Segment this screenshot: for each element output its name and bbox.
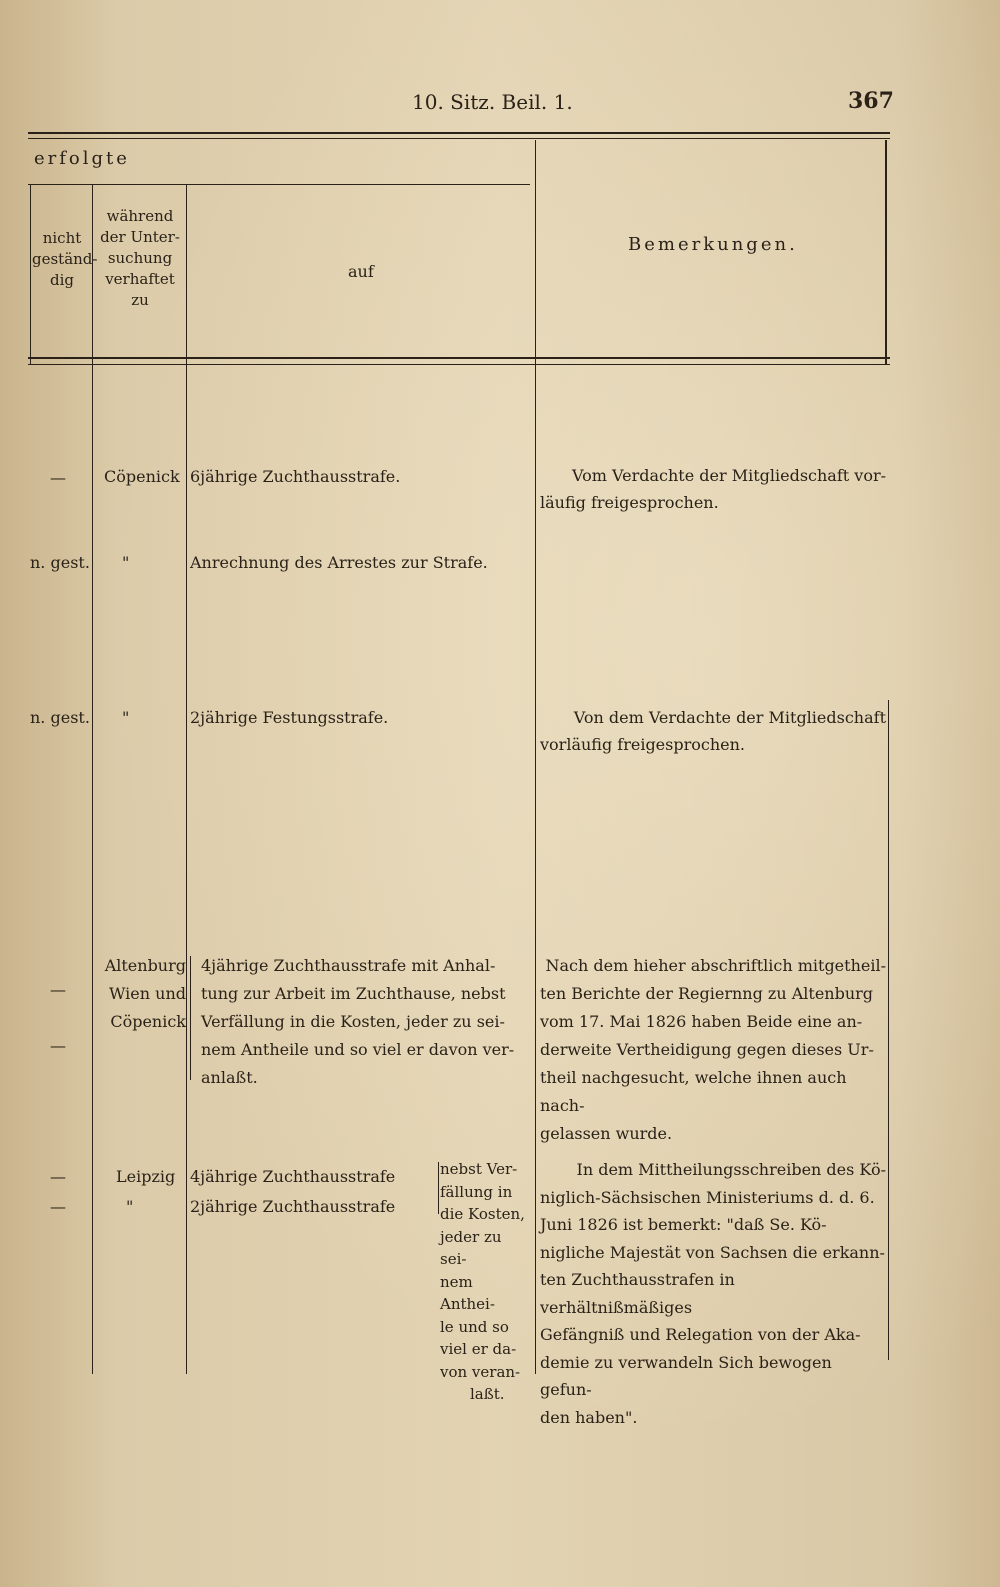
row1-detained: Cöpenick bbox=[104, 467, 180, 486]
column-rule-1 bbox=[92, 184, 93, 1374]
row4-remarks: Nach dem hieher abschriftlich mitgetheil- ten Berichte der Regiernng zu Altenburg vom 17. Mai 1826 haben Beide eine an- derweite Vertheidigung gegen dieses Ur- theil nachgesucht, welche ihnen auch nach- gelassen wurde. bbox=[540, 956, 886, 1143]
column-rule-right bbox=[885, 140, 887, 364]
header-not-confessed: nicht geständ- dig bbox=[32, 229, 98, 289]
row4-brace bbox=[190, 956, 197, 1080]
column-rule-right-body bbox=[888, 700, 889, 1360]
header-remarks: Bemerkungen. bbox=[628, 234, 798, 255]
row1-remarks: Vom Verdachte der Mitgliedschaft vor- läufig freigesprochen. bbox=[540, 466, 886, 512]
column-rule-3 bbox=[535, 140, 536, 1374]
top-rule bbox=[28, 132, 890, 134]
row4-detained: Altenburg Wien und Cöpenick bbox=[104, 956, 186, 1031]
header-bottom-rule-inner bbox=[28, 364, 890, 365]
row3-remarks: Von dem Verdachte der Mitgliedschaft vorläufig freigesprochen. bbox=[540, 708, 886, 754]
row1-sentence: 6jährige Zuchthausstrafe. bbox=[190, 467, 401, 486]
row3-not-confessed: n. gest. bbox=[30, 708, 90, 727]
page-number: 367 bbox=[848, 88, 894, 114]
running-title: 10. Sitz. Beil. 1. bbox=[412, 90, 573, 114]
row5-remarks: In dem Mittheilungsschreiben des Kö- niglich-Sächsischen Ministeriums d. d. 6. Juni 1826 ist bemerkt: "daß Se. Kö- nigliche Majestät von Sachsen die erkann- ten Zuchthausstrafen in verhältnißmäßiges Gefängniß und Relegation von der Aka- demie zu verwandeln Sich bewogen gefun- den haben". bbox=[540, 1160, 886, 1427]
row3-detained: " bbox=[122, 708, 130, 727]
row5-detained: Leipzig " bbox=[116, 1167, 176, 1216]
row4-sentence: 4jährige Zuchthausstrafe mit Anhal- tung zur Arbeit im Zuchthause, nebst Verfällung in die Kosten, jeder zu sei- nem Antheile und so viel er davon ver- anlaßt. bbox=[201, 956, 515, 1087]
row2-sentence: Anrechnung des Arrestes zur Strafe. bbox=[190, 553, 488, 572]
header-bottom-rule bbox=[28, 357, 890, 359]
row5-not-confessed: — — bbox=[50, 1167, 66, 1216]
row2-not-confessed: n. gest. bbox=[30, 553, 90, 572]
row5-sentence: 4jährige Zuchthausstrafe 2jährige Zuchthausstrafe bbox=[190, 1167, 396, 1216]
top-rule-inner bbox=[28, 138, 890, 139]
header-on: auf bbox=[348, 262, 374, 281]
column-rule-2 bbox=[186, 184, 187, 1374]
group-heading-rule bbox=[28, 184, 530, 185]
header-detained: während der Unter- suchung verhaftet zu bbox=[100, 207, 180, 309]
row1-not-confessed: — bbox=[50, 468, 66, 487]
row5-sentence-note: nebst Ver- fällung in die Kosten, jeder zu sei- nem Anthei- le und so viel er da- von veran- laßt. bbox=[440, 1160, 525, 1403]
group-heading: erfolgte bbox=[34, 148, 130, 169]
column-rule-left bbox=[30, 184, 31, 364]
row3-sentence: 2jährige Festungsstrafe. bbox=[190, 708, 389, 727]
row5-brace bbox=[432, 1162, 439, 1214]
row2-detained: " bbox=[122, 553, 130, 572]
row4-not-confessed: — — bbox=[50, 980, 66, 1055]
